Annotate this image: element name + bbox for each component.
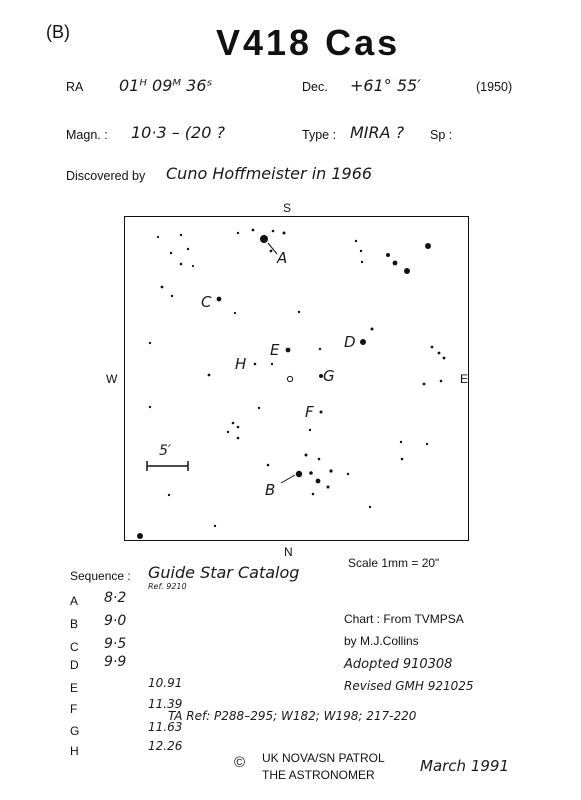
- plate-label: (B): [46, 22, 70, 42]
- star-d: [360, 339, 366, 345]
- star: [347, 473, 349, 475]
- discovered-label: Discovered by: [66, 169, 146, 183]
- star: [258, 407, 260, 409]
- star: [360, 250, 362, 252]
- sequence-letter-a: A: [70, 594, 79, 608]
- star: [149, 406, 151, 408]
- leader-line-a: [268, 243, 277, 254]
- scale-bar: [147, 461, 188, 471]
- star: [438, 352, 441, 355]
- revised-date: Revised GMH 921025: [344, 679, 474, 693]
- star: [161, 286, 164, 289]
- star: [208, 374, 211, 377]
- star-label-b: B: [265, 481, 276, 499]
- sequence-letter-b: B: [70, 617, 79, 631]
- type-value: MIRA ?: [350, 123, 405, 142]
- star: [227, 431, 229, 433]
- sequence-value-a: 8·2: [104, 590, 127, 606]
- star: [252, 229, 255, 232]
- star-label-e: E: [270, 341, 280, 359]
- star: [157, 236, 159, 238]
- discoverer-value: Cuno Hoffmeister in 1966: [166, 164, 373, 183]
- star: [401, 458, 404, 461]
- star: [426, 443, 428, 445]
- compass-south: S: [283, 201, 292, 215]
- dec-label: Dec.: [302, 80, 328, 94]
- star-a: [260, 235, 268, 243]
- star: [400, 441, 402, 443]
- star: [316, 479, 321, 484]
- star: [298, 311, 300, 313]
- sequence-letter-d: D: [70, 658, 79, 672]
- compass-east: E: [460, 372, 469, 386]
- star-h: [254, 363, 257, 366]
- leader-line-b: [281, 475, 295, 483]
- star: [329, 469, 332, 472]
- chart-source: Chart : From TVMPSA: [344, 612, 464, 626]
- type-label: Type :: [302, 128, 337, 142]
- sequence-label: Sequence :: [70, 569, 131, 583]
- sequence-letter-h: H: [70, 744, 79, 758]
- compass-north: N: [284, 545, 293, 559]
- star: [214, 525, 216, 527]
- star: [180, 234, 182, 236]
- magnitude-value: 10·3 – (20 ?: [131, 123, 225, 142]
- star: [272, 230, 275, 233]
- sequence-source: Guide Star Catalog: [148, 563, 300, 582]
- sequence-source-note: Ref. 9210: [148, 582, 187, 591]
- finder-chart: [124, 216, 469, 541]
- sequence-value-d: 9·9: [104, 654, 127, 670]
- sequence-value-g: 11.63: [148, 720, 183, 734]
- sequence-letter-c: C: [70, 640, 79, 654]
- star: [187, 248, 189, 250]
- star: [371, 328, 374, 331]
- sequence-letter-f: F: [70, 702, 78, 716]
- star: [440, 380, 443, 383]
- star: [237, 437, 240, 440]
- star: [319, 348, 321, 350]
- magnitude-label: Magn. :: [66, 128, 108, 142]
- star: [305, 454, 308, 457]
- star: [386, 253, 390, 257]
- dec-value: +61° 55′: [350, 76, 421, 95]
- publication-name: THE ASTRONOMER: [262, 768, 375, 782]
- star: [180, 263, 183, 266]
- star: [267, 464, 270, 467]
- star: [192, 265, 194, 267]
- scale-text: Scale 1mm = 20": [348, 556, 440, 570]
- chart-author: by M.J.Collins: [344, 634, 419, 648]
- star: [355, 240, 357, 242]
- sequence-value-f: 11.39: [148, 697, 183, 711]
- star-label-f: F: [305, 403, 314, 421]
- sequence-value-h: 12.26: [148, 739, 183, 753]
- adopted-date: Adopted 910308: [344, 657, 453, 672]
- patrol-name: UK NOVA/SN PATROL: [262, 751, 385, 765]
- star-label-h: H: [235, 355, 247, 373]
- star-label-c: C: [201, 293, 212, 311]
- variable-star-marker: [287, 376, 292, 381]
- star: [369, 506, 371, 508]
- star: [327, 486, 330, 489]
- star: [283, 232, 286, 235]
- sequence-letter-g: G: [70, 724, 80, 738]
- sequence-value-b: 9·0: [104, 613, 127, 629]
- star: [237, 426, 240, 429]
- star: [423, 383, 426, 386]
- star-f: [320, 411, 323, 414]
- star: [312, 493, 315, 496]
- star: [170, 252, 172, 254]
- star: [431, 346, 434, 349]
- star-b: [296, 471, 302, 477]
- star: [232, 422, 235, 425]
- star: [137, 533, 143, 539]
- ta-reference: TA Ref: P288–295; W182; W198; 217-220: [168, 709, 417, 723]
- spectrum-label: Sp :: [430, 128, 453, 142]
- compass-west: W: [106, 372, 118, 386]
- copyright-icon: ©: [234, 754, 246, 771]
- sequence-value-c: 9·5: [104, 636, 127, 652]
- star-e: [286, 348, 291, 353]
- star-label-d: D: [344, 333, 356, 351]
- ra-value: 01ᴴ 09ᴹ 36ˢ: [119, 76, 213, 95]
- star: [443, 357, 446, 360]
- ra-label: RA: [66, 80, 84, 94]
- star-field: [125, 217, 468, 540]
- star-c: [217, 297, 222, 302]
- publication-date: March 1991: [420, 757, 509, 775]
- sequence-value-e: 10.91: [148, 676, 183, 690]
- star: [237, 232, 239, 234]
- star: [361, 261, 363, 263]
- star: [309, 429, 311, 431]
- sequence-letter-e: E: [70, 681, 79, 695]
- star: [309, 471, 313, 475]
- scale-bar-label: 5′: [159, 443, 172, 459]
- page-title: V418 Cas: [216, 22, 401, 63]
- star: [270, 250, 273, 253]
- star: [425, 243, 431, 249]
- star: [318, 458, 321, 461]
- star: [234, 312, 236, 314]
- star: [171, 295, 173, 297]
- star-label-g: G: [323, 367, 335, 385]
- star: [149, 342, 151, 344]
- star: [393, 261, 398, 266]
- star: [404, 268, 410, 274]
- star: [168, 494, 170, 496]
- epoch-label: (1950): [476, 80, 513, 94]
- star: [271, 363, 273, 365]
- star-label-a: A: [277, 249, 288, 267]
